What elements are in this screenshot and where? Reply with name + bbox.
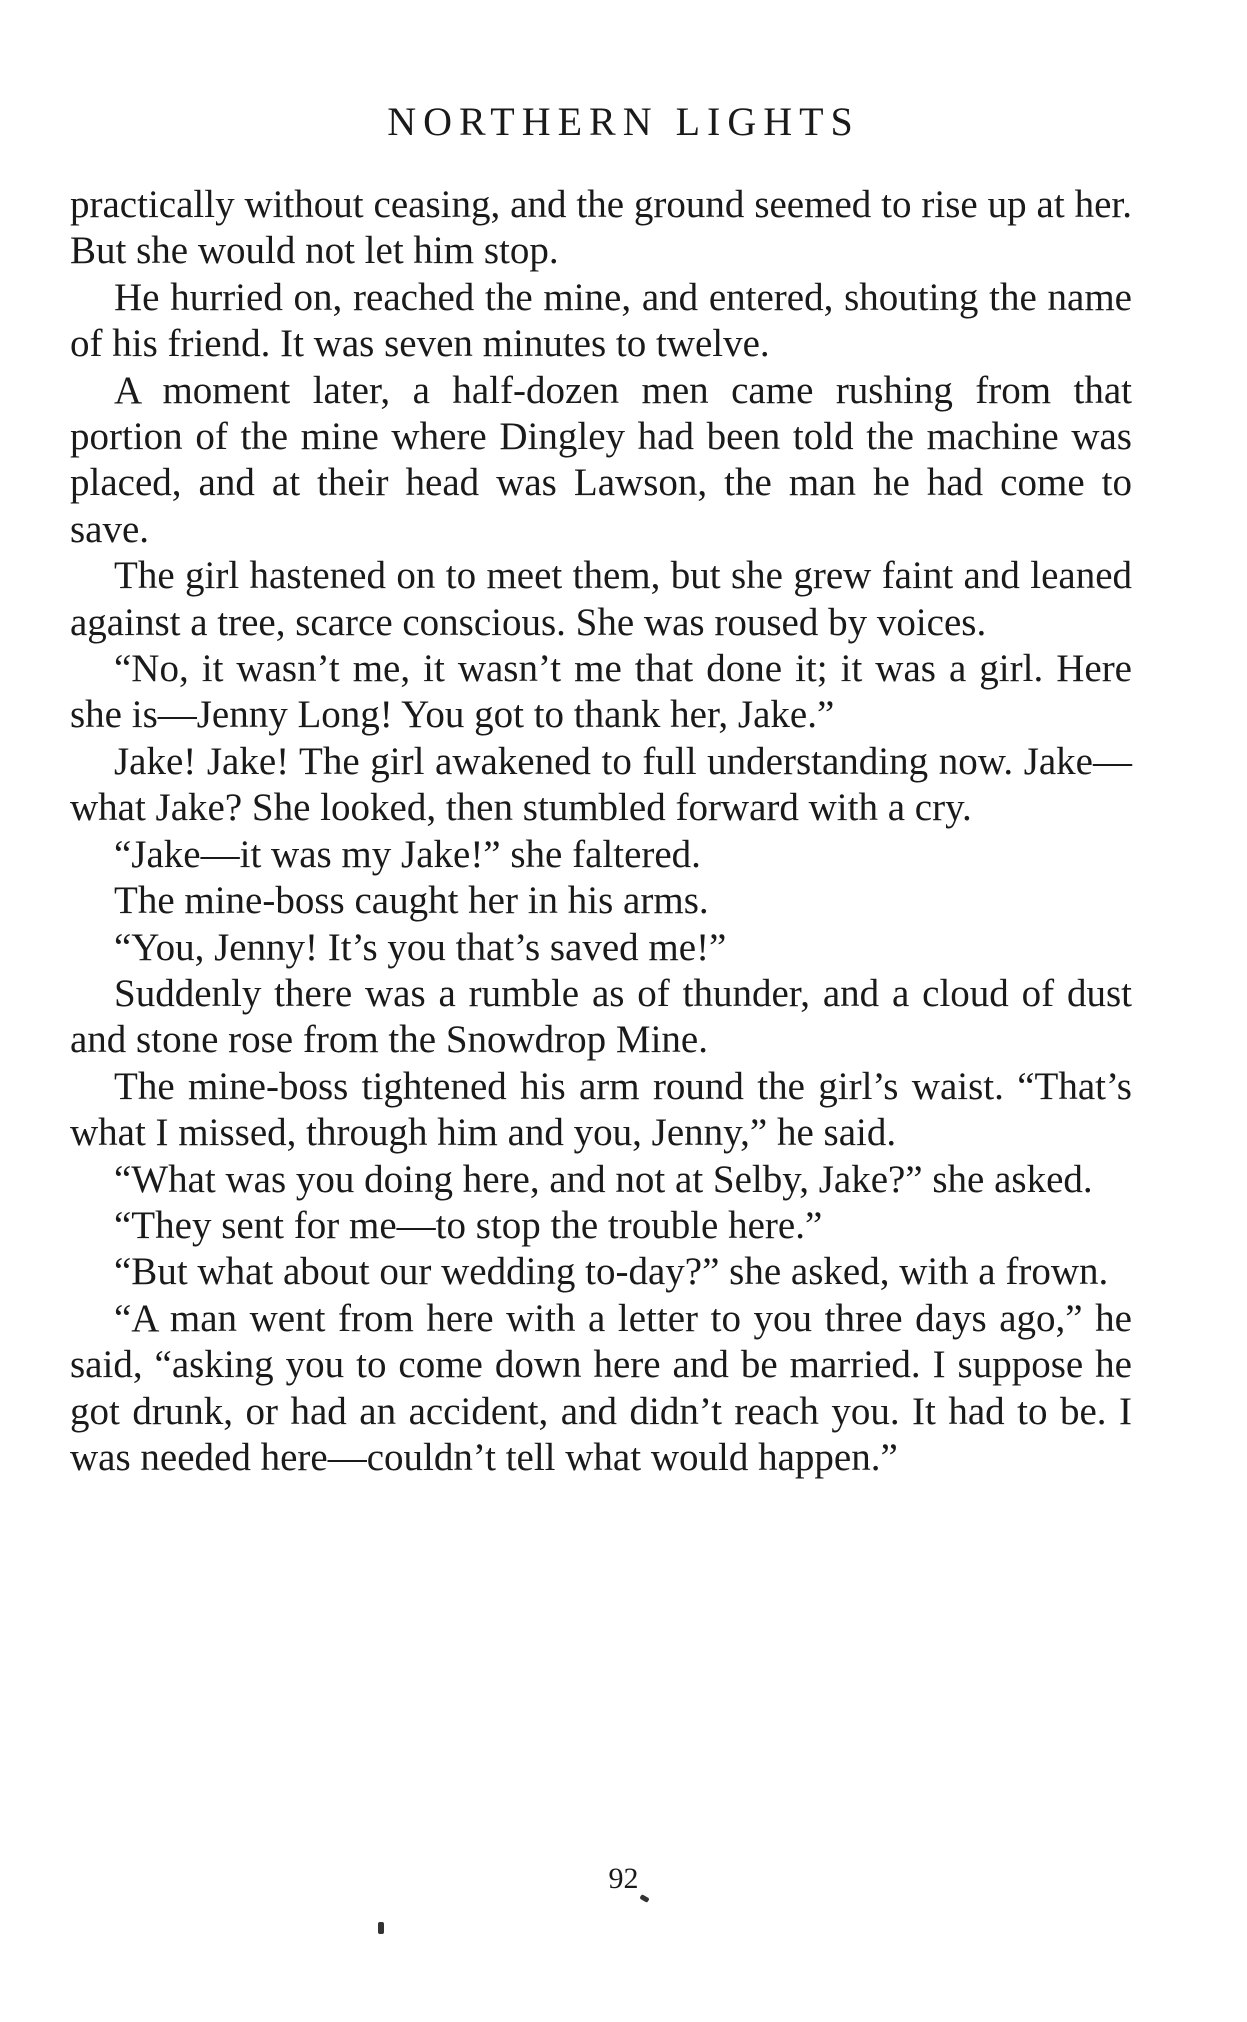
paragraph: The mine-boss caught her in his arms. [114,879,709,923]
page-number: 92 [608,1862,639,1895]
paragraph: “But what about our wedding to-day?” she asked, with a frown. [114,1250,1109,1294]
paragraph: “What was you doing here, and not at Selby, Jake?” she asked. [114,1157,1093,1201]
body-text [70,182,1132,1481]
paragraph: Suddenly there was a rumble as of thunder, and a cloud of dust and stone rose from the Snowdrop Mine. [70,971,1132,1062]
ink-speck [378,1922,384,1934]
paragraph: “Jake—it was my Jake!” she faltered. [114,832,701,876]
paragraph: “You, Jenny! It’s you that’s saved me!” [114,925,727,969]
paragraph: “No, it wasn’t me, it wasn’t me that done it; it was a girl. Here she is—Jenny Long! You got to thank her, Jake.” [70,647,1132,737]
running-head-title: NORTHERN LIGHTS [387,99,860,144]
paragraph: He hurried on, reached the mine, and entered, shouting the name of his friend. It was seven minutes to twelve. [70,275,1132,366]
paragraph: practically without ceasing, and the ground seemed to rise up at her. But she would not let him stop. [70,183,1132,273]
paragraph: The mine-boss tightened his arm round the girl’s waist. “That’s what I missed, through him and you, Jenny,” he said. [70,1064,1132,1155]
paragraph: “A man went from here with a letter to you three days ago,” he said, “asking you to come down here and be married. I suppose he got drunk, or had an accident, and didn’t reach you. It had to be. I was needed here—couldn’t tell what would happen.” [70,1296,1132,1479]
paragraph: A moment later, a half-dozen men came rushing from that portion of the mine where Dingley had been told the machine was placed, and at their head was Lawson, the man he had come to save. [70,368,1132,551]
paragraph: The girl hastened on to meet them, but she grew faint and leaned against a tree, scarce conscious. She was roused by voices. [70,554,1132,644]
paragraph: “They sent for me—to stop the trouble here.” [114,1203,823,1247]
paragraph: Jake! Jake! The girl awakened to full understanding now. Jake—what Jake? She looked, then stumbled forward with a cry. [70,739,1132,830]
